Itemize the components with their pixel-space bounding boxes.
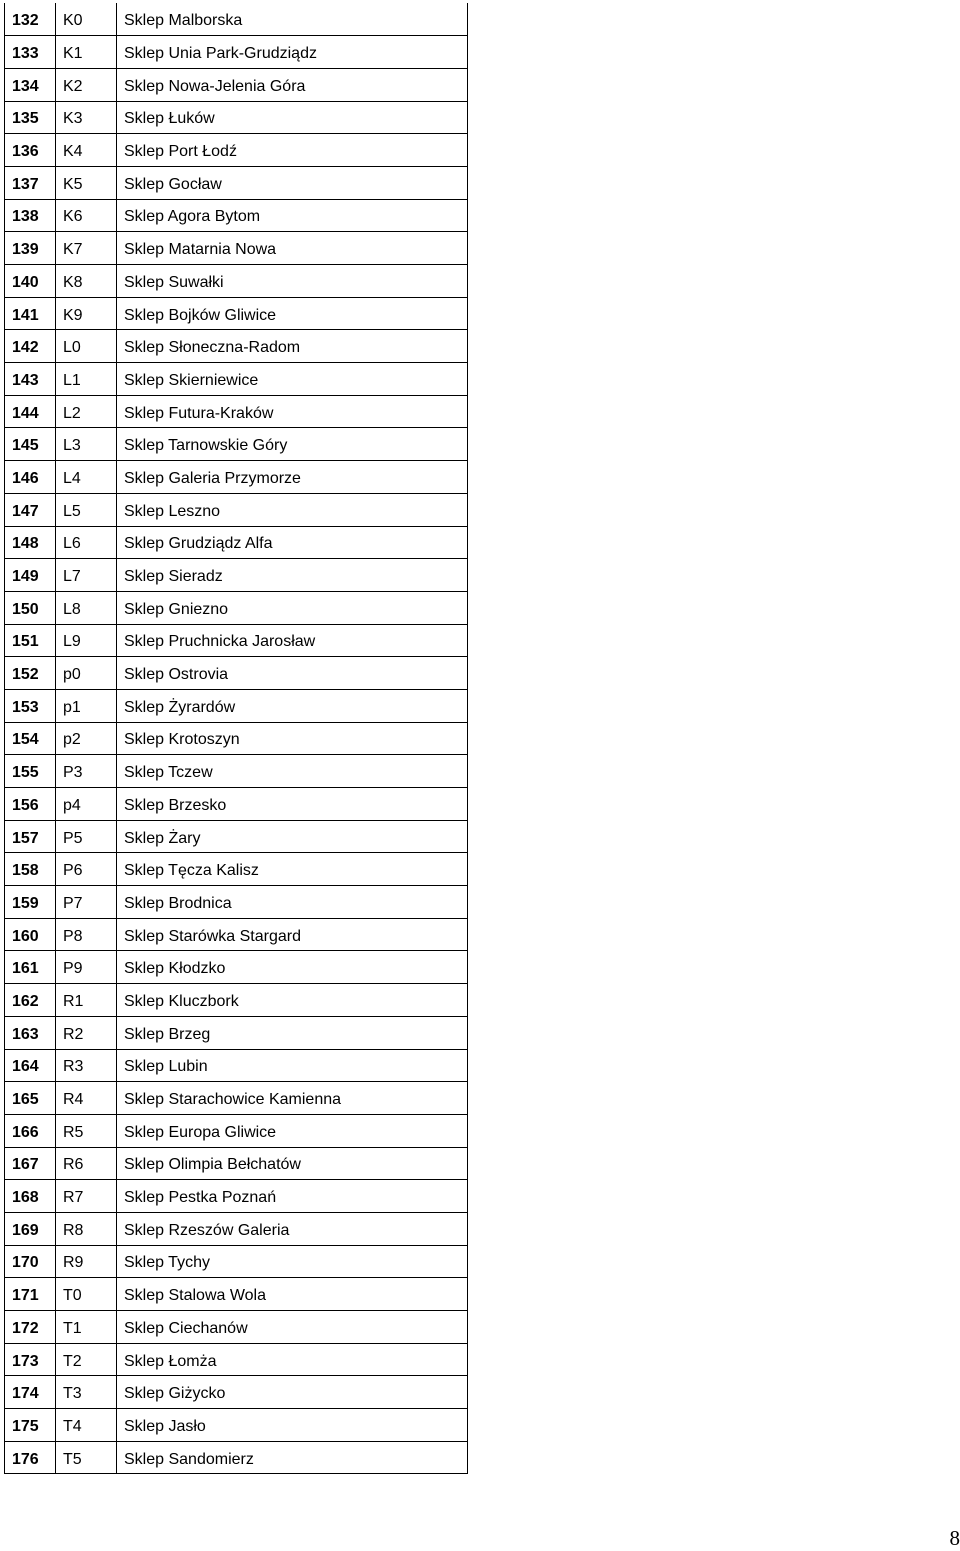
table-row <box>5 591 468 624</box>
table-row <box>5 36 468 69</box>
table-row <box>5 1180 468 1213</box>
store-name-cell: Sklep Ostrovia <box>117 657 468 690</box>
row-number-cell: 152 <box>5 657 56 690</box>
store-name-cell: Sklep Sandomierz <box>117 1441 468 1474</box>
row-number-cell: 170 <box>5 1245 56 1278</box>
page-number: 8 <box>949 1526 960 1550</box>
store-name-cell: Sklep Lubin <box>117 1049 468 1082</box>
store-code-cell: P6 <box>56 853 117 886</box>
row-number-cell: 138 <box>5 199 56 232</box>
row-number-cell: 165 <box>5 1082 56 1115</box>
table-row <box>5 1212 468 1245</box>
store-code-cell: L7 <box>56 559 117 592</box>
store-list-body <box>5 3 468 1474</box>
table-row <box>5 559 468 592</box>
table-row <box>5 853 468 886</box>
row-number-cell: 139 <box>5 232 56 265</box>
store-name-cell: Sklep Grudziądz Alfa <box>117 526 468 559</box>
row-number-cell: 174 <box>5 1376 56 1409</box>
store-code-cell: R8 <box>56 1212 117 1245</box>
store-name-cell: Sklep Europa Gliwice <box>117 1114 468 1147</box>
store-name-cell: Sklep Słoneczna-Radom <box>117 330 468 363</box>
store-code-cell: L8 <box>56 591 117 624</box>
store-code-cell: L0 <box>56 330 117 363</box>
store-name-cell: Sklep Malborska <box>117 3 468 36</box>
store-code-cell: p4 <box>56 788 117 821</box>
table-row <box>5 886 468 919</box>
row-number-cell: 164 <box>5 1049 56 1082</box>
row-number-cell: 147 <box>5 493 56 526</box>
store-name-cell: Sklep Port Łodź <box>117 134 468 167</box>
row-number-cell: 167 <box>5 1147 56 1180</box>
store-name-cell: Sklep Kluczbork <box>117 984 468 1017</box>
table-row <box>5 395 468 428</box>
store-name-cell: Sklep Ciechanów <box>117 1311 468 1344</box>
store-name-cell: Sklep Łuków <box>117 101 468 134</box>
row-number-cell: 140 <box>5 265 56 298</box>
table-row <box>5 722 468 755</box>
row-number-cell: 154 <box>5 722 56 755</box>
table-row <box>5 1311 468 1344</box>
table-row <box>5 755 468 788</box>
table-row <box>5 624 468 657</box>
store-code-cell: K2 <box>56 68 117 101</box>
table-row <box>5 134 468 167</box>
row-number-cell: 173 <box>5 1343 56 1376</box>
store-code-cell: K0 <box>56 3 117 36</box>
table-row <box>5 1245 468 1278</box>
store-name-cell: Sklep Tęcza Kalisz <box>117 853 468 886</box>
table-row <box>5 1114 468 1147</box>
store-name-cell: Sklep Tczew <box>117 755 468 788</box>
store-code-cell: K9 <box>56 297 117 330</box>
store-name-cell: Sklep Tychy <box>117 1245 468 1278</box>
row-number-cell: 155 <box>5 755 56 788</box>
row-number-cell: 163 <box>5 1016 56 1049</box>
row-number-cell: 149 <box>5 559 56 592</box>
store-code-cell: K1 <box>56 36 117 69</box>
store-name-cell: Sklep Tarnowskie Góry <box>117 428 468 461</box>
store-code-cell: R7 <box>56 1180 117 1213</box>
store-code-cell: T1 <box>56 1311 117 1344</box>
store-name-cell: Sklep Brodnica <box>117 886 468 919</box>
table-row <box>5 984 468 1017</box>
table-row <box>5 1376 468 1409</box>
store-code-cell: p0 <box>56 657 117 690</box>
store-code-cell: P3 <box>56 755 117 788</box>
store-name-cell: Sklep Brzesko <box>117 788 468 821</box>
table-row <box>5 297 468 330</box>
row-number-cell: 159 <box>5 886 56 919</box>
row-number-cell: 146 <box>5 461 56 494</box>
store-name-cell: Sklep Matarnia Nowa <box>117 232 468 265</box>
table-row <box>5 166 468 199</box>
store-code-cell: L3 <box>56 428 117 461</box>
store-name-cell: Sklep Sieradz <box>117 559 468 592</box>
store-code-cell: R5 <box>56 1114 117 1147</box>
store-name-cell: Sklep Suwałki <box>117 265 468 298</box>
store-name-cell: Sklep Brzeg <box>117 1016 468 1049</box>
row-number-cell: 148 <box>5 526 56 559</box>
table-row <box>5 1278 468 1311</box>
store-code-cell: K8 <box>56 265 117 298</box>
table-row <box>5 918 468 951</box>
table-row <box>5 951 468 984</box>
store-name-cell: Sklep Futura-Kraków <box>117 395 468 428</box>
table-row <box>5 689 468 722</box>
table-row <box>5 1082 468 1115</box>
table-row <box>5 232 468 265</box>
row-number-cell: 133 <box>5 36 56 69</box>
table-row <box>5 1049 468 1082</box>
store-code-cell: L9 <box>56 624 117 657</box>
row-number-cell: 136 <box>5 134 56 167</box>
row-number-cell: 161 <box>5 951 56 984</box>
store-name-cell: Sklep Gocław <box>117 166 468 199</box>
row-number-cell: 143 <box>5 363 56 396</box>
row-number-cell: 156 <box>5 788 56 821</box>
row-number-cell: 162 <box>5 984 56 1017</box>
store-name-cell: Sklep Bojków Gliwice <box>117 297 468 330</box>
store-name-cell: Sklep Gniezno <box>117 591 468 624</box>
store-name-cell: Sklep Galeria Przymorze <box>117 461 468 494</box>
row-number-cell: 175 <box>5 1409 56 1442</box>
row-number-cell: 141 <box>5 297 56 330</box>
store-code-cell: K6 <box>56 199 117 232</box>
row-number-cell: 169 <box>5 1212 56 1245</box>
store-code-cell: T4 <box>56 1409 117 1442</box>
store-code-cell: R9 <box>56 1245 117 1278</box>
store-name-cell: Sklep Łomża <box>117 1343 468 1376</box>
row-number-cell: 134 <box>5 68 56 101</box>
store-code-cell: R6 <box>56 1147 117 1180</box>
table-row <box>5 1409 468 1442</box>
table-row <box>5 265 468 298</box>
row-number-cell: 166 <box>5 1114 56 1147</box>
store-name-cell: Sklep Pruchnicka Jarosław <box>117 624 468 657</box>
row-number-cell: 176 <box>5 1441 56 1474</box>
store-code-cell: L2 <box>56 395 117 428</box>
row-number-cell: 160 <box>5 918 56 951</box>
store-code-cell: L1 <box>56 363 117 396</box>
table-row <box>5 820 468 853</box>
row-number-cell: 171 <box>5 1278 56 1311</box>
store-code-cell: K3 <box>56 101 117 134</box>
table-row <box>5 1441 468 1474</box>
table-row <box>5 788 468 821</box>
store-code-cell: R2 <box>56 1016 117 1049</box>
store-code-cell: T0 <box>56 1278 117 1311</box>
row-number-cell: 135 <box>5 101 56 134</box>
store-code-cell: P7 <box>56 886 117 919</box>
store-code-cell: p2 <box>56 722 117 755</box>
row-number-cell: 157 <box>5 820 56 853</box>
store-name-cell: Sklep Unia Park-Grudziądz <box>117 36 468 69</box>
store-code-cell: p1 <box>56 689 117 722</box>
store-code-cell: K5 <box>56 166 117 199</box>
table-row <box>5 3 468 36</box>
row-number-cell: 145 <box>5 428 56 461</box>
store-code-cell: L6 <box>56 526 117 559</box>
store-name-cell: Sklep Starówka Stargard <box>117 918 468 951</box>
store-name-cell: Sklep Skierniewice <box>117 363 468 396</box>
row-number-cell: 150 <box>5 591 56 624</box>
store-code-cell: K7 <box>56 232 117 265</box>
row-number-cell: 137 <box>5 166 56 199</box>
store-name-cell: Sklep Agora Bytom <box>117 199 468 232</box>
store-name-cell: Sklep Starachowice Kamienna <box>117 1082 468 1115</box>
row-number-cell: 172 <box>5 1311 56 1344</box>
store-code-cell: L5 <box>56 493 117 526</box>
table-row <box>5 363 468 396</box>
store-name-cell: Sklep Jasło <box>117 1409 468 1442</box>
store-code-cell: R3 <box>56 1049 117 1082</box>
store-list-table <box>4 3 468 1474</box>
table-row <box>5 101 468 134</box>
table-row <box>5 68 468 101</box>
store-name-cell: Sklep Krotoszyn <box>117 722 468 755</box>
table-row <box>5 1343 468 1376</box>
table-row <box>5 1016 468 1049</box>
store-code-cell: P9 <box>56 951 117 984</box>
store-code-cell: L4 <box>56 461 117 494</box>
table-row <box>5 493 468 526</box>
store-name-cell: Sklep Giżycko <box>117 1376 468 1409</box>
row-number-cell: 151 <box>5 624 56 657</box>
row-number-cell: 132 <box>5 3 56 36</box>
store-code-cell: P8 <box>56 918 117 951</box>
store-code-cell: T2 <box>56 1343 117 1376</box>
store-name-cell: Sklep Rzeszów Galeria <box>117 1212 468 1245</box>
store-code-cell: R4 <box>56 1082 117 1115</box>
store-name-cell: Sklep Nowa-Jelenia Góra <box>117 68 468 101</box>
store-name-cell: Sklep Żary <box>117 820 468 853</box>
row-number-cell: 144 <box>5 395 56 428</box>
store-code-cell: T3 <box>56 1376 117 1409</box>
row-number-cell: 153 <box>5 689 56 722</box>
table-row <box>5 330 468 363</box>
row-number-cell: 158 <box>5 853 56 886</box>
table-row <box>5 461 468 494</box>
table-row <box>5 657 468 690</box>
store-name-cell: Sklep Stalowa Wola <box>117 1278 468 1311</box>
store-name-cell: Sklep Pestka Poznań <box>117 1180 468 1213</box>
table-row <box>5 526 468 559</box>
table-row <box>5 1147 468 1180</box>
store-name-cell: Sklep Leszno <box>117 493 468 526</box>
store-name-cell: Sklep Kłodzko <box>117 951 468 984</box>
store-name-cell: Sklep Żyrardów <box>117 689 468 722</box>
store-code-cell: T5 <box>56 1441 117 1474</box>
row-number-cell: 142 <box>5 330 56 363</box>
store-code-cell: K4 <box>56 134 117 167</box>
table-row <box>5 428 468 461</box>
store-name-cell: Sklep Olimpia Bełchatów <box>117 1147 468 1180</box>
store-code-cell: P5 <box>56 820 117 853</box>
store-code-cell: R1 <box>56 984 117 1017</box>
row-number-cell: 168 <box>5 1180 56 1213</box>
table-row <box>5 199 468 232</box>
